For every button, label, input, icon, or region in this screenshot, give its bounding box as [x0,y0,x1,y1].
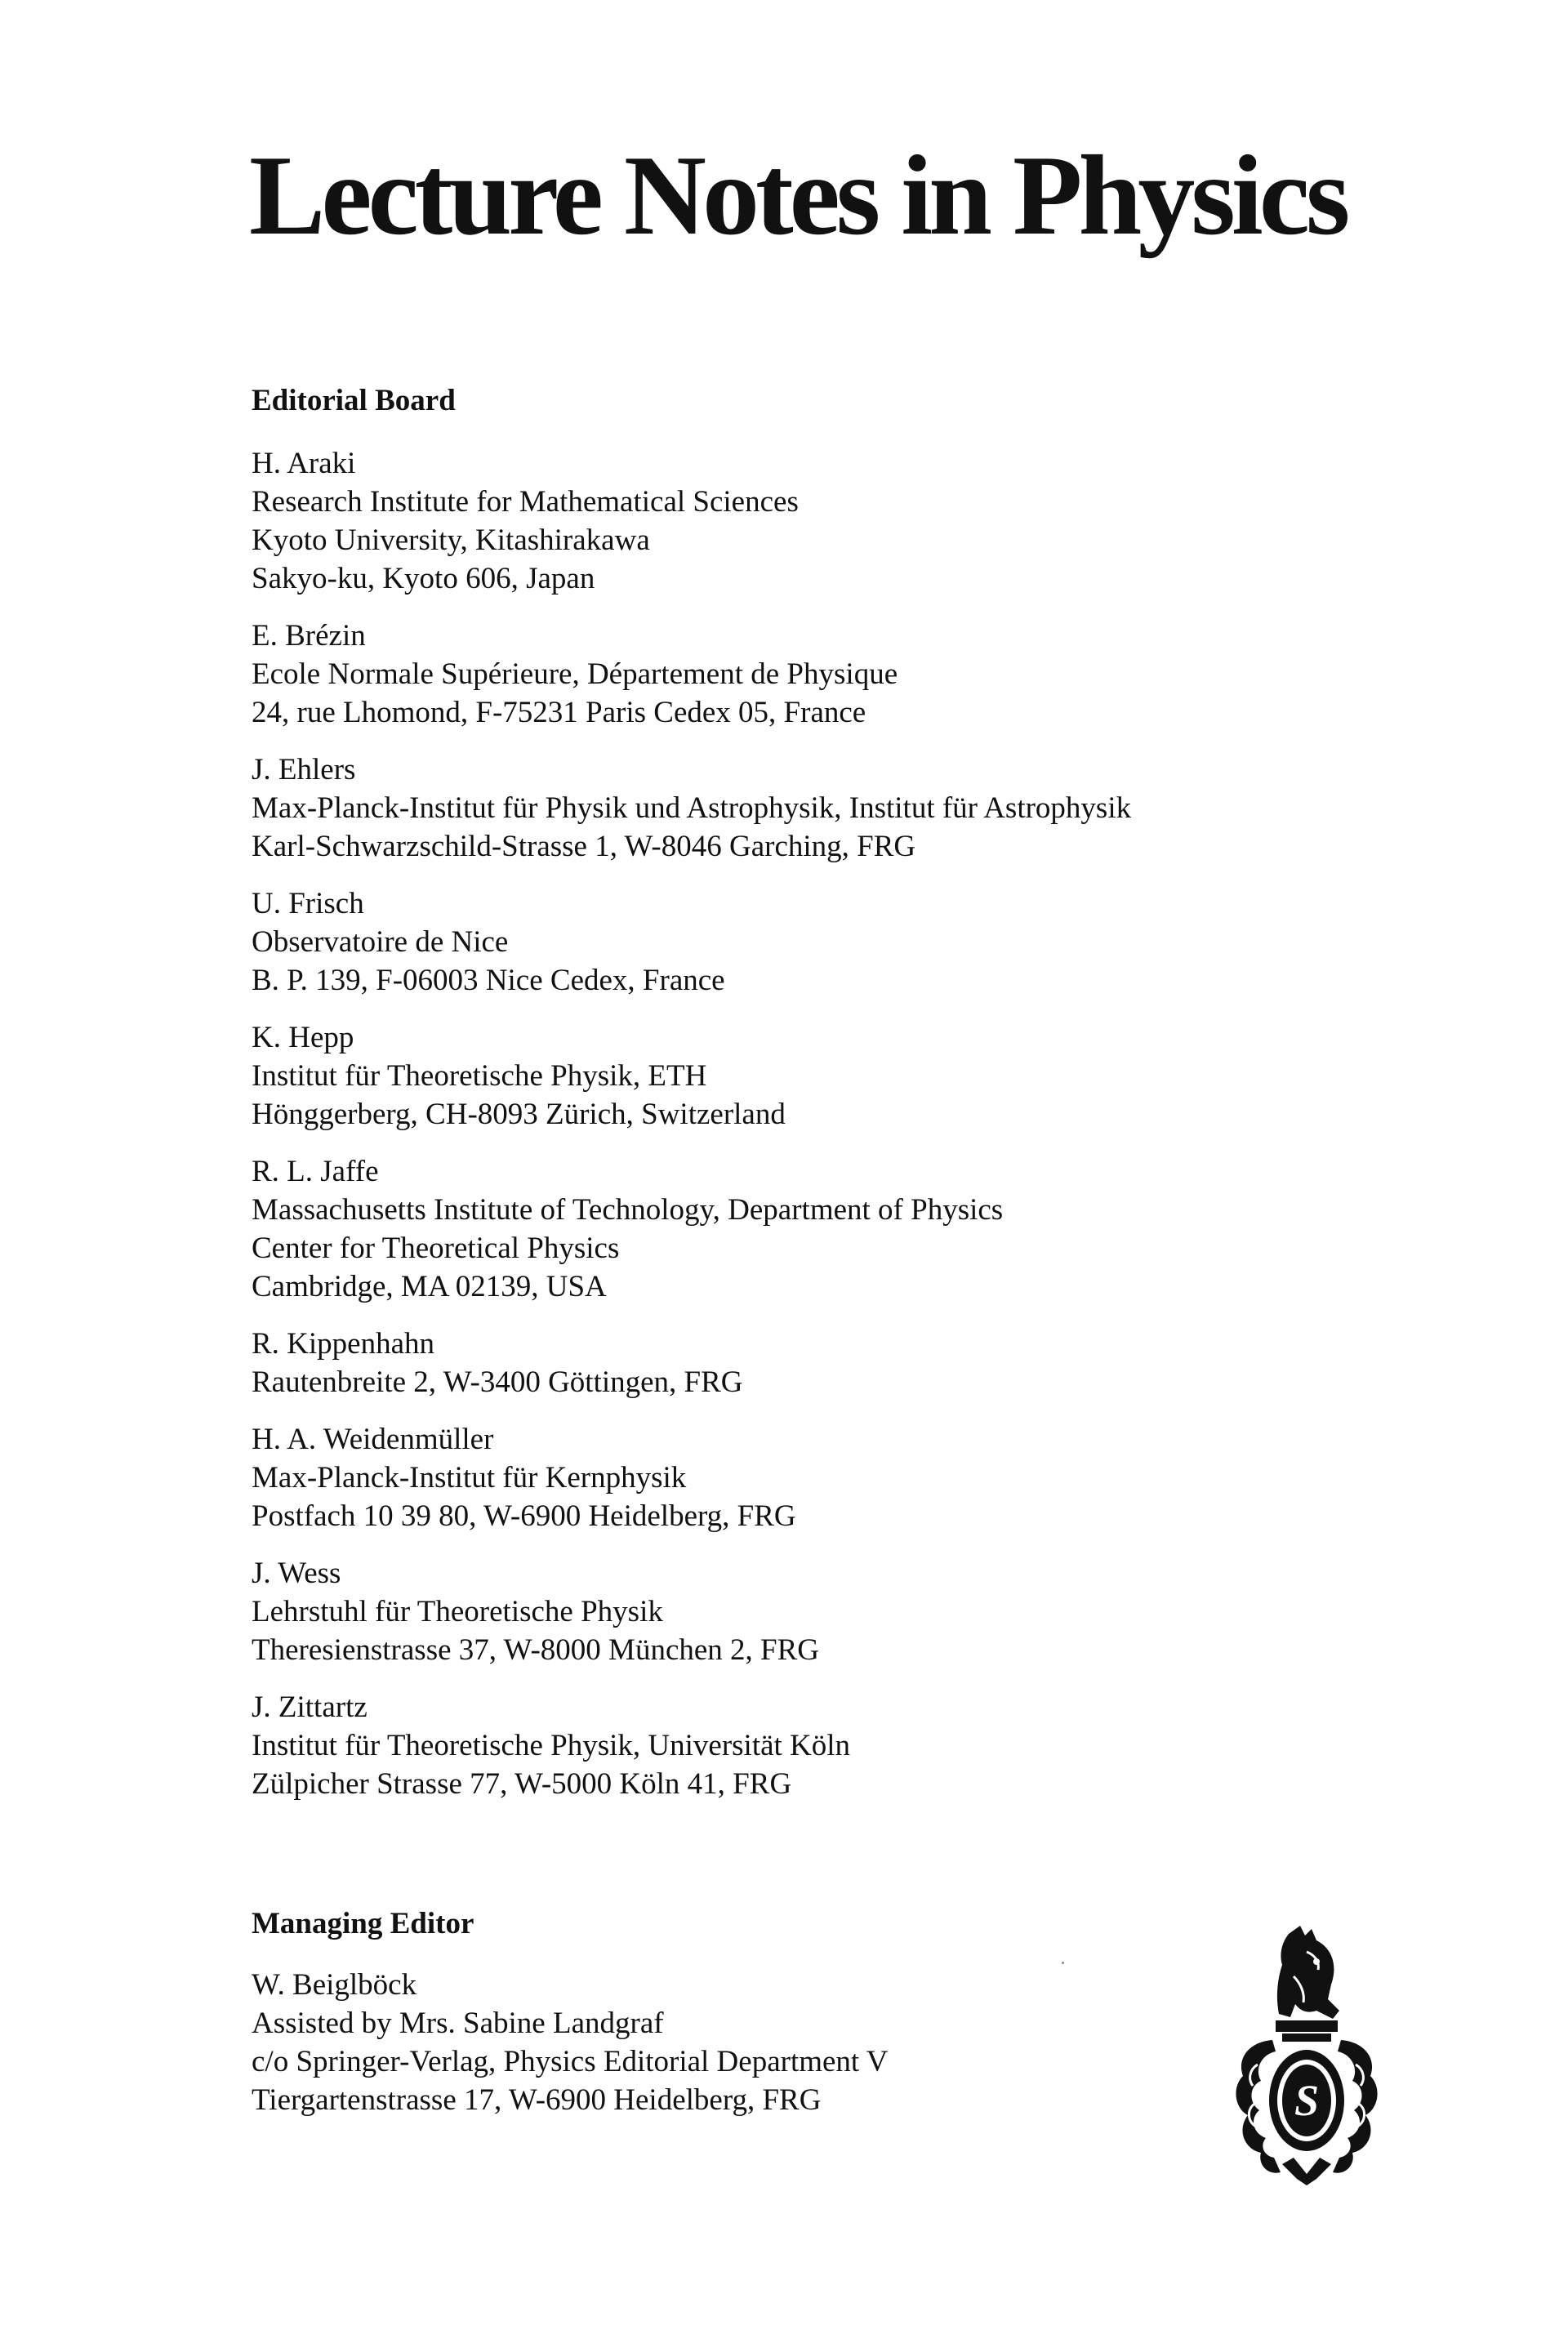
board-member-ehlers [252,751,1313,866]
member-address-line: Hönggerberg, CH-8093 Zürich, Switzerland [252,1098,786,1131]
member-address-line: Theresienstrasse 37, W-8000 München 2, FRG [252,1633,820,1667]
member-name: E. Brézin [252,619,366,653]
springer-knight-icon [1225,1919,1388,2189]
board-member-frisch [252,884,1313,1000]
member-address-line: Center for Theoretical Physics [252,1232,620,1265]
member-address-line: Institut für Theoretische Physik, ETH [252,1059,707,1093]
board-member-jaffe [252,1152,1313,1306]
logo-letter: S [1294,2076,1320,2125]
editorial-board-heading: Editorial Board [252,384,456,417]
board-member-brezin [252,617,1313,732]
editor-address-line: Tiergartenstrasse 17, W-6900 Heidelberg, FRG [252,2083,822,2117]
member-address-line: Kyoto University, Kitashirakawa [252,523,650,557]
member-address-line: Lehrstuhl für Theoretische Physik [252,1595,663,1628]
board-member-araki [252,444,1313,598]
page-title: Lecture Notes in Physics [249,132,1347,259]
member-name: R. Kippenhahn [252,1327,435,1361]
editorial-board-list [252,444,1313,1822]
editor-address-line: c/o Springer-Verlag, Physics Editorial Department V [252,2045,889,2078]
editor-address-line: Assisted by Mrs. Sabine Landgraf [252,2007,664,2040]
member-name: J. Zittartz [252,1690,368,1724]
board-member-kippenhahn [252,1325,1313,1401]
managing-editor [252,1966,1150,2138]
member-address-line: Institut für Theoretische Physik, Universität Köln [252,1729,851,1762]
member-name: H. A. Weidenmüller [252,1423,494,1456]
member-address-line: Zülpicher Strasse 77, W-5000 Köln 41, FRG [252,1767,792,1801]
member-name: J. Wess [252,1557,341,1590]
member-address-line: 24, rue Lhomond, F-75231 Paris Cedex 05, France [252,696,866,729]
member-name: R. L. Jaffe [252,1155,379,1188]
board-member-weidenmuller [252,1420,1313,1535]
board-member-wess [252,1554,1313,1669]
member-name: H. Araki [252,447,356,480]
member-address-line: Research Institute for Mathematical Sciences [252,485,799,519]
member-address-line: Ecole Normale Supérieure, Département de Physique [252,657,898,691]
member-name: J. Ehlers [252,753,356,786]
member-address-line: B. P. 139, F-06003 Nice Cedex, France [252,964,725,997]
print-speck [1062,1962,1064,1964]
managing-editor-heading: Managing Editor [252,1907,474,1940]
member-address-line: Cambridge, MA 02139, USA [252,1270,607,1303]
managing-editor-entry [252,1966,1150,2119]
board-member-hepp [252,1018,1313,1134]
member-address-line: Karl-Schwarzschild-Strasse 1, W-8046 Garching, FRG [252,830,916,863]
member-name: K. Hepp [252,1021,354,1054]
member-address-line: Max-Planck-Institut für Kernphysik [252,1461,687,1494]
member-address-line: Observatoire de Nice [252,925,509,959]
member-address-line: Massachusetts Institute of Technology, Department of Physics [252,1193,1004,1227]
editor-name: W. Beiglböck [252,1968,417,2002]
member-address-line: Sakyo-ku, Kyoto 606, Japan [252,562,595,595]
springer-logo-graphic [1225,1919,1388,2189]
member-address-line: Rautenbreite 2, W-3400 Göttingen, FRG [252,1365,743,1399]
member-address-line: Max-Planck-Institut für Physik und Astrophysik, Institut für Astrophysik [252,791,1132,825]
board-member-zittartz [252,1688,1313,1803]
member-address-line: Postfach 10 39 80, W-6900 Heidelberg, FRG [252,1499,796,1533]
member-name: U. Frisch [252,887,364,920]
